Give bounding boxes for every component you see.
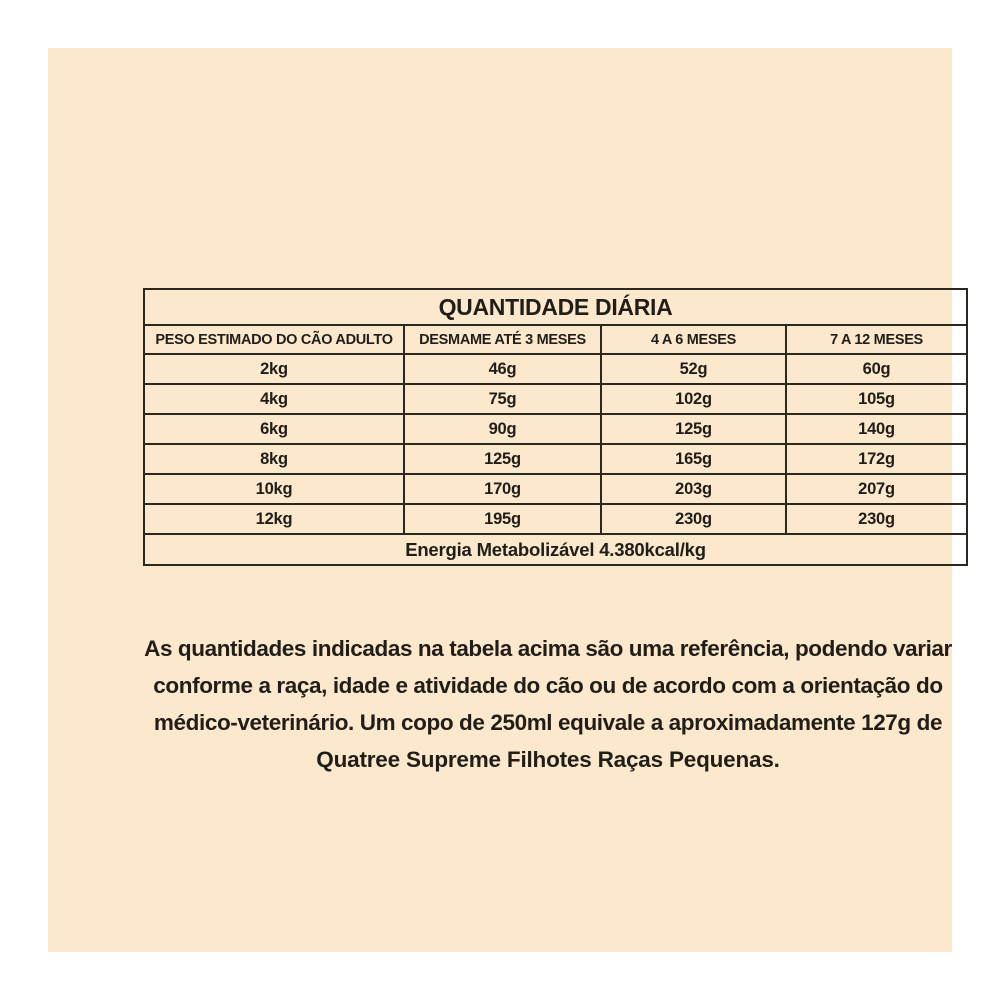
amount-cell: 105g — [786, 384, 967, 414]
note-line: médico-veterinário. Um copo de 250ml equivale a aproximadamente 127g de — [153, 710, 943, 735]
amount-cell: 230g — [786, 504, 967, 534]
amount-cell: 170g — [404, 474, 601, 504]
note-line: As quantidades indicadas na tabela acima são uma referência, podendo variar — [144, 636, 952, 661]
weight-cell: 2kg — [144, 354, 404, 384]
table-row — [144, 414, 967, 444]
metabolizable-energy: Energia Metabolizável 4.380kcal/kg — [144, 534, 967, 565]
product-name: Quatree Supreme Filhotes Raças Pequenas. — [316, 747, 780, 772]
paper-background — [48, 48, 952, 952]
table-title-row — [144, 289, 967, 325]
weight-cell: 6kg — [144, 414, 404, 444]
weight-cell: 12kg — [144, 504, 404, 534]
feeding-note — [138, 630, 958, 778]
amount-cell: 90g — [404, 414, 601, 444]
amount-cell: 102g — [601, 384, 786, 414]
column-header-7to12: 7 A 12 MESES — [786, 325, 967, 354]
weight-cell: 8kg — [144, 444, 404, 474]
amount-cell: 203g — [601, 474, 786, 504]
amount-cell: 125g — [404, 444, 601, 474]
table-footer-row — [144, 534, 967, 565]
amount-cell: 60g — [786, 354, 967, 384]
amount-cell: 52g — [601, 354, 786, 384]
weight-cell: 10kg — [144, 474, 404, 504]
amount-cell: 207g — [786, 474, 967, 504]
daily-quantity-table — [143, 288, 968, 566]
column-header-weight: PESO ESTIMADO DO CÃO ADULTO — [144, 325, 404, 354]
amount-cell: 172g — [786, 444, 967, 474]
amount-cell: 195g — [404, 504, 601, 534]
table-title: QUANTIDADE DIÁRIA — [144, 289, 967, 325]
note-line: conforme a raça, idade e atividade do cão ou de acordo com a orientação do — [153, 673, 943, 698]
table-row — [144, 504, 967, 534]
weight-cell: 4kg — [144, 384, 404, 414]
amount-cell: 75g — [404, 384, 601, 414]
table-row — [144, 444, 967, 474]
table-row — [144, 354, 967, 384]
amount-cell: 140g — [786, 414, 967, 444]
column-header-4to6: 4 A 6 MESES — [601, 325, 786, 354]
column-header-weaning: DESMAME ATÉ 3 MESES — [404, 325, 601, 354]
amount-cell: 125g — [601, 414, 786, 444]
amount-cell: 230g — [601, 504, 786, 534]
table-header-row — [144, 325, 967, 354]
table-row — [144, 384, 967, 414]
table-row — [144, 474, 967, 504]
amount-cell: 165g — [601, 444, 786, 474]
amount-cell: 46g — [404, 354, 601, 384]
